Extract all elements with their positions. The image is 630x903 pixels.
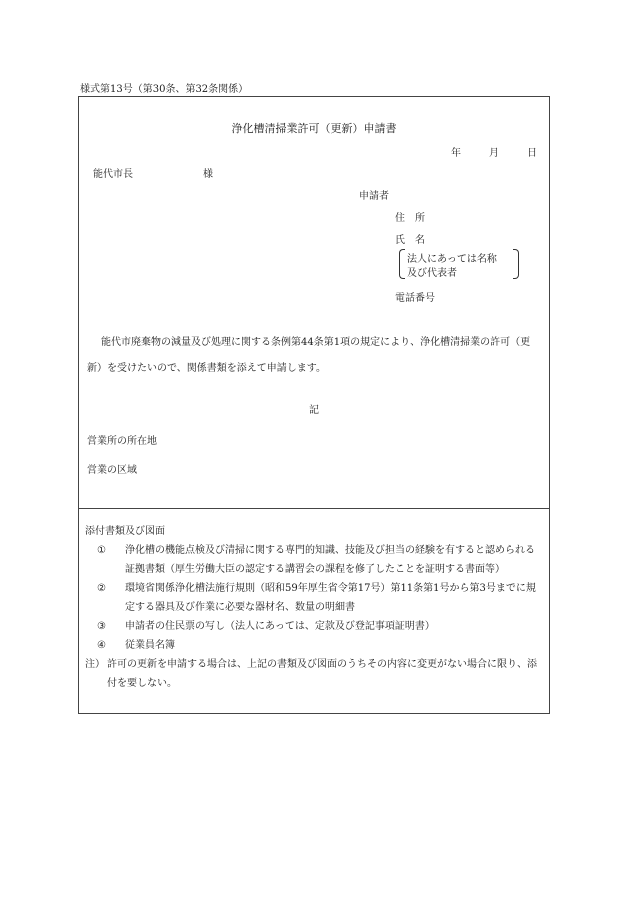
addressee-honorific: 様 <box>203 169 213 180</box>
office-location-label: 営業所の所在地 <box>87 436 157 447</box>
date-year-label: 年 <box>451 148 461 159</box>
left-bracket <box>399 249 405 279</box>
item-number: ② <box>97 583 106 594</box>
item-number: ④ <box>97 640 106 651</box>
item-text: 浄化槽の機能点検及び清掃に関する専門的知識、技能及び担当の経験を有すると認められる証拠書類（厚生労働大臣の認定する講習会の課程を修了したことを証明する書面等） <box>125 545 535 575</box>
date-month-label: 月 <box>489 148 499 159</box>
note-label: 注） <box>85 659 105 670</box>
list-item <box>85 579 543 617</box>
item-number: ① <box>97 545 106 556</box>
applicant-label: 申請者 <box>359 191 389 202</box>
form-title: 浄化槽清掃業許可（更新）申請書 <box>231 122 397 135</box>
item-text: 申請者の住民票の写し（法人にあっては、定款及び登記事項証明書） <box>125 621 435 632</box>
item-text: 環境省関係浄化槽法施行規則（昭和59年厚生省令第17号）第11条第1号から第3号までに規定する器具及び作業に必要な器材名、数量の明細書 <box>125 583 536 613</box>
addressee-name: 能代市長 <box>93 169 133 180</box>
right-bracket <box>513 249 519 279</box>
form-number: 様式第13号（第30条、第32条関係） <box>80 84 249 95</box>
list-item <box>85 636 543 655</box>
note <box>85 655 543 693</box>
date-day-label: 日 <box>527 148 537 159</box>
applicant-name-label: 氏 名 <box>395 235 425 246</box>
corporate-line-1: 法人にあっては名称 <box>407 254 497 265</box>
applicant-phone-label: 電話番号 <box>395 293 435 304</box>
ki-heading: 記 <box>309 405 319 416</box>
item-number: ③ <box>97 621 106 632</box>
corporate-bracket <box>399 249 519 279</box>
corporate-line-2: 及び代表者 <box>407 268 457 279</box>
business-area-label: 営業の区域 <box>87 465 137 476</box>
attachments-section <box>79 509 549 713</box>
attachments-heading: 添付書類及び図面 <box>85 526 165 537</box>
list-item <box>85 541 543 579</box>
list-item <box>85 617 543 636</box>
application-section <box>79 97 549 509</box>
item-text: 従業員名簿 <box>125 640 175 651</box>
applicant-address-label: 住 所 <box>395 213 425 224</box>
note-text: 許可の更新を申請する場合は、上記の書類及び図面のうちその内容に変更がない場合に限り、添付を要しない。 <box>107 659 537 689</box>
form-box <box>78 96 550 714</box>
application-body: 能代市廃棄物の減量及び処理に関する条例第44条第1項の規定により、浄化槽清掃業の許可（更新）を受けたいので、関係書類を添えて申請します。 <box>87 337 531 374</box>
